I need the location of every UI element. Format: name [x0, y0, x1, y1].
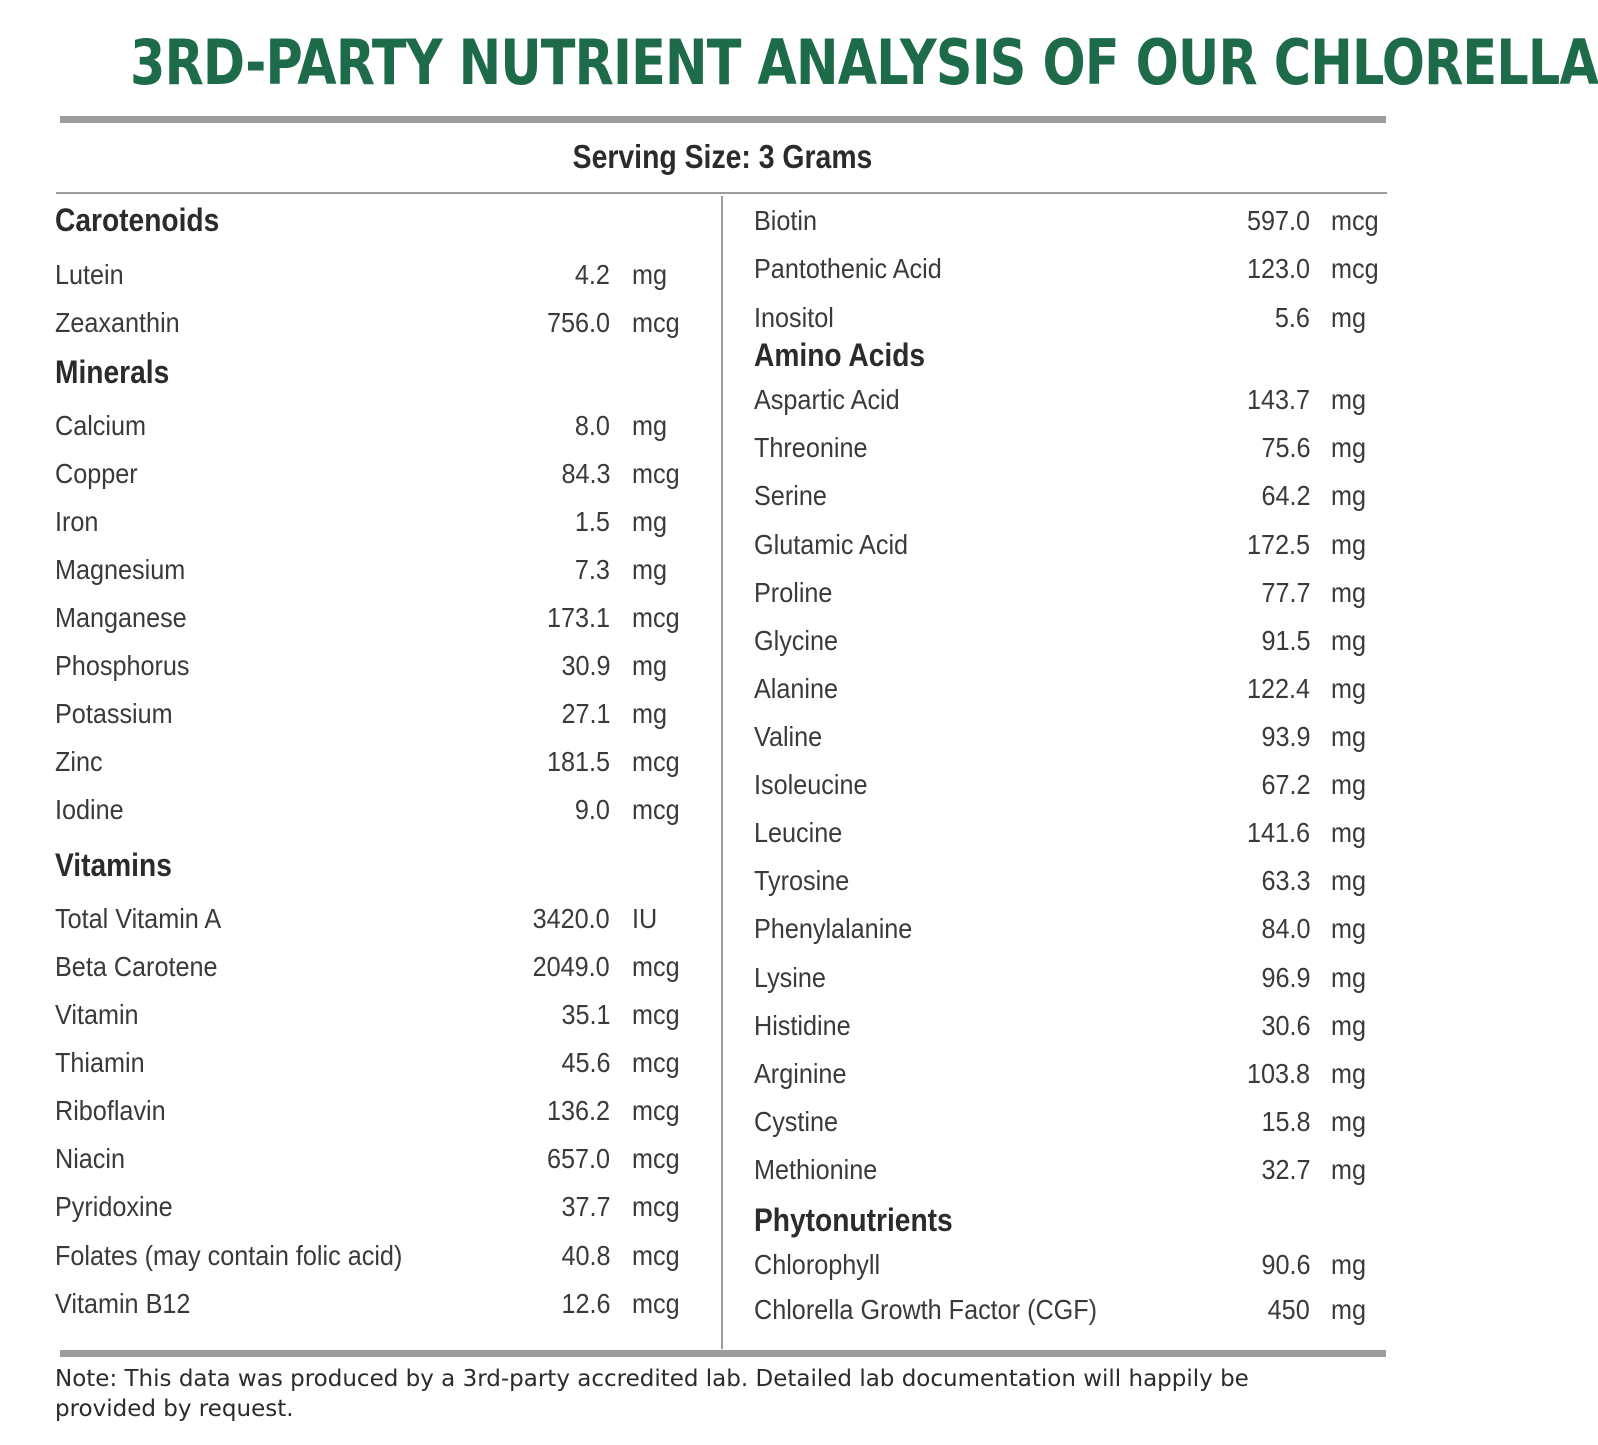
nutrient-row	[754, 623, 1391, 659]
nutrient-amount: 172.5	[1246, 529, 1310, 560]
nutrient-amount: 7.3	[574, 554, 610, 585]
nutrient-row	[55, 949, 692, 985]
nutrient-amount: 35.1	[560, 999, 610, 1030]
nutrient-unit: mg	[1331, 529, 1367, 560]
nutrient-amount: 597.0	[1246, 205, 1310, 236]
nutrient-amount: 657.0	[546, 1143, 610, 1174]
nutrient-amount: 27.1	[560, 698, 610, 729]
nutrient-name: Cystine	[754, 1106, 839, 1137]
nutrient-row	[55, 1189, 692, 1225]
nutrient-row	[55, 456, 692, 492]
nutrient-amount: 91.5	[1260, 625, 1310, 656]
nutrient-unit: mg	[1331, 432, 1367, 463]
nutrient-name: Tyrosine	[754, 865, 850, 896]
section-heading: Minerals	[55, 354, 170, 390]
nutrient-amount: 141.6	[1246, 817, 1310, 848]
nutrient-name: Pantothenic Acid	[754, 253, 942, 284]
nutrient-row	[55, 1238, 692, 1274]
nutrient-amount: 63.3	[1260, 865, 1310, 896]
nutrient-unit: mg	[1331, 1010, 1367, 1041]
nutrient-unit: mg	[1331, 577, 1367, 608]
nutrient-name: Glutamic Acid	[754, 529, 909, 560]
nutrient-unit: mcg	[632, 1288, 680, 1319]
nutrient-unit: mg	[1331, 1154, 1367, 1185]
nutrient-amount: 103.8	[1246, 1058, 1310, 1089]
nutrient-row	[754, 767, 1391, 803]
nutrient-row	[754, 1152, 1391, 1188]
nutrient-row	[754, 960, 1391, 996]
nutrient-row	[754, 1247, 1391, 1283]
nutrient-amount: 30.9	[560, 650, 610, 681]
nutrient-row	[754, 1104, 1391, 1140]
nutrient-name: Iodine	[55, 794, 124, 825]
nutrient-unit: mg	[1331, 673, 1367, 704]
nutrient-name: Alanine	[754, 673, 839, 704]
nutrient-amount: 450	[1267, 1294, 1310, 1325]
nutrient-name: Chlorophyll	[754, 1249, 881, 1280]
nutrient-row	[55, 1093, 692, 1129]
nutrient-name: Zeaxanthin	[55, 307, 180, 338]
nutrient-unit: mg	[632, 506, 668, 537]
nutrient-name: Isoleucine	[754, 769, 868, 800]
nutrient-name: Proline	[754, 577, 833, 608]
nutrient-unit: mg	[1331, 817, 1367, 848]
nutrient-unit: mg	[632, 259, 668, 290]
nutrient-amount: 67.2	[1260, 769, 1310, 800]
nutrient-amount: 136.2	[546, 1095, 610, 1126]
nutrient-amount: 75.6	[1260, 432, 1310, 463]
nutrient-name: Thiamin	[55, 1047, 145, 1078]
nutrient-name: Copper	[55, 458, 138, 489]
nutrient-row	[754, 300, 1391, 336]
section-heading: Vitamins	[55, 847, 172, 883]
nutrient-row	[754, 671, 1391, 707]
nutrient-row	[754, 478, 1391, 514]
nutrient-name: Calcium	[55, 410, 147, 441]
nutrient-unit: mcg	[632, 1047, 680, 1078]
nutrient-name: Lysine	[754, 962, 826, 993]
nutrient-name: Threonine	[754, 432, 868, 463]
nutrient-name: Phenylalanine	[754, 913, 913, 944]
nutrient-name: Inositol	[754, 302, 834, 333]
nutrient-row	[55, 408, 692, 444]
serving-size: Serving Size: 3 Grams	[572, 138, 873, 175]
nutrient-amount: 2049.0	[532, 951, 610, 982]
nutrient-row	[754, 527, 1391, 563]
nutrient-unit: mcg	[632, 458, 680, 489]
nutrient-unit: mcg	[632, 1240, 680, 1271]
nutrient-row	[754, 863, 1391, 899]
nutrient-name: Vitamin B12	[55, 1288, 191, 1319]
section-heading: Carotenoids	[55, 202, 220, 238]
nutrient-amount: 15.8	[1260, 1106, 1310, 1137]
nutrient-unit: mg	[1331, 1294, 1367, 1325]
nutrient-amount: 1.5	[574, 506, 610, 537]
nutrient-unit: mg	[1331, 625, 1367, 656]
nutrient-row	[55, 600, 692, 636]
nutrient-amount: 12.6	[560, 1288, 610, 1319]
nutrient-row	[55, 504, 692, 540]
nutrient-name: Leucine	[754, 817, 843, 848]
section-heading: Amino Acids	[754, 337, 926, 373]
serving-divider	[56, 192, 1387, 194]
nutrient-name: Arginine	[754, 1058, 847, 1089]
nutrient-row	[55, 1286, 692, 1322]
nutrient-unit: mcg	[632, 999, 680, 1030]
top-divider	[60, 116, 1386, 123]
nutrient-unit: mg	[1331, 480, 1367, 511]
nutrient-amount: 122.4	[1246, 673, 1310, 704]
nutrient-row	[754, 382, 1391, 418]
nutrient-unit: mg	[1331, 962, 1367, 993]
nutrient-amount: 32.7	[1260, 1154, 1310, 1185]
nutrient-row	[55, 792, 692, 828]
nutrient-amount: 84.0	[1260, 913, 1310, 944]
nutrient-row	[55, 257, 692, 293]
nutrient-name: Folates (may contain folic acid)	[55, 1240, 403, 1271]
nutrient-row	[754, 251, 1391, 287]
section-heading: Phytonutrients	[754, 1202, 953, 1238]
nutrient-row	[55, 901, 692, 937]
nutrient-name: Niacin	[55, 1143, 126, 1174]
nutrient-name: Lutein	[55, 259, 124, 290]
nutrient-amount: 8.0	[574, 410, 610, 441]
nutrient-name: Histidine	[754, 1010, 851, 1041]
nutrient-amount: 4.2	[574, 259, 610, 290]
nutrient-name: Potassium	[55, 698, 173, 729]
nutrient-unit: mcg	[632, 1191, 680, 1222]
nutrient-row	[55, 305, 692, 341]
nutrient-unit: mg	[632, 410, 668, 441]
nutrient-amount: 5.6	[1274, 302, 1310, 333]
column-divider	[721, 196, 723, 1349]
nutrient-unit: mg	[1331, 913, 1367, 944]
nutrient-unit: mcg	[632, 1095, 680, 1126]
nutrient-row	[55, 744, 692, 780]
nutrient-amount: 143.7	[1246, 384, 1310, 415]
nutrient-row	[754, 1292, 1391, 1328]
nutrient-row	[754, 719, 1391, 755]
bottom-divider	[60, 1350, 1386, 1357]
nutrient-unit: mg	[632, 650, 668, 681]
nutrient-unit: mg	[1331, 865, 1367, 896]
nutrient-name: Iron	[55, 506, 99, 537]
nutrient-row	[55, 648, 692, 684]
nutrient-amount: 64.2	[1260, 480, 1310, 511]
nutrient-unit: mg	[1331, 384, 1367, 415]
nutrient-unit: mg	[1331, 302, 1367, 333]
nutrient-row	[754, 203, 1391, 239]
nutrient-name: Vitamin	[55, 999, 139, 1030]
nutrient-amount: 181.5	[546, 746, 610, 777]
nutrient-row	[754, 1008, 1391, 1044]
nutrient-name: Beta Carotene	[55, 951, 218, 982]
nutrient-name: Chlorella Growth Factor (CGF)	[754, 1294, 1098, 1325]
nutrient-name: Pyridoxine	[55, 1191, 173, 1222]
nutrient-name: Manganese	[55, 602, 187, 633]
nutrient-name: Glycine	[754, 625, 839, 656]
nutrient-unit: mcg	[632, 307, 680, 338]
nutrient-row	[754, 815, 1391, 851]
nutrient-unit: mg	[632, 554, 668, 585]
nutrient-unit: mg	[1331, 1249, 1367, 1280]
nutrient-amount: 37.7	[560, 1191, 610, 1222]
nutrient-name: Phosphorus	[55, 650, 190, 681]
nutrient-name: Serine	[754, 480, 827, 511]
nutrient-amount: 96.9	[1260, 962, 1310, 993]
nutrient-amount: 756.0	[546, 307, 610, 338]
nutrient-name: Biotin	[754, 205, 818, 236]
nutrient-name: Valine	[754, 721, 823, 752]
footnote: Note: This data was produced by a 3rd-party accredited lab. Detailed lab documentation will happily be provided by request.	[55, 1366, 1249, 1422]
nutrient-amount: 9.0	[574, 794, 610, 825]
nutrient-amount: 173.1	[546, 602, 610, 633]
nutrient-row	[754, 911, 1391, 947]
nutrient-unit: mg	[632, 698, 668, 729]
nutrient-unit: mg	[1331, 721, 1367, 752]
nutrient-amount: 3420.0	[532, 903, 610, 934]
nutrient-amount: 45.6	[560, 1047, 610, 1078]
nutrient-name: Total Vitamin A	[55, 903, 222, 934]
nutrient-amount: 84.3	[560, 458, 610, 489]
nutrient-row	[55, 552, 692, 588]
nutrient-unit: mcg	[632, 1143, 680, 1174]
page-title: 3RD-PARTY NUTRIENT ANALYSIS OF OUR CHLORELLA	[130, 26, 1598, 99]
nutrient-row	[55, 1045, 692, 1081]
nutrient-row	[754, 430, 1391, 466]
nutrient-row	[55, 696, 692, 732]
nutrient-unit: mcg	[632, 951, 680, 982]
nutrient-name: Magnesium	[55, 554, 186, 585]
nutrient-unit: IU	[632, 903, 658, 934]
nutrient-name: Zinc	[55, 746, 103, 777]
nutrient-unit: mg	[1331, 769, 1367, 800]
nutrient-name: Aspartic Acid	[754, 384, 900, 415]
nutrient-name: Methionine	[754, 1154, 878, 1185]
nutrient-amount: 77.7	[1260, 577, 1310, 608]
nutrient-amount: 93.9	[1260, 721, 1310, 752]
nutrient-unit: mcg	[1331, 253, 1379, 284]
nutrient-amount: 90.6	[1260, 1249, 1310, 1280]
nutrient-amount: 40.8	[560, 1240, 610, 1271]
nutrient-row	[55, 1141, 692, 1177]
nutrient-row	[754, 1056, 1391, 1092]
nutrient-row	[55, 997, 692, 1033]
nutrient-unit: mg	[1331, 1106, 1367, 1137]
nutrient-unit: mcg	[632, 794, 680, 825]
nutrient-amount: 123.0	[1246, 253, 1310, 284]
nutrient-unit: mcg	[632, 602, 680, 633]
nutrient-row	[754, 575, 1391, 611]
nutrient-unit: mg	[1331, 1058, 1367, 1089]
nutrient-unit: mcg	[632, 746, 680, 777]
nutrient-unit: mcg	[1331, 205, 1379, 236]
nutrient-name: Riboflavin	[55, 1095, 166, 1126]
nutrient-amount: 30.6	[1260, 1010, 1310, 1041]
